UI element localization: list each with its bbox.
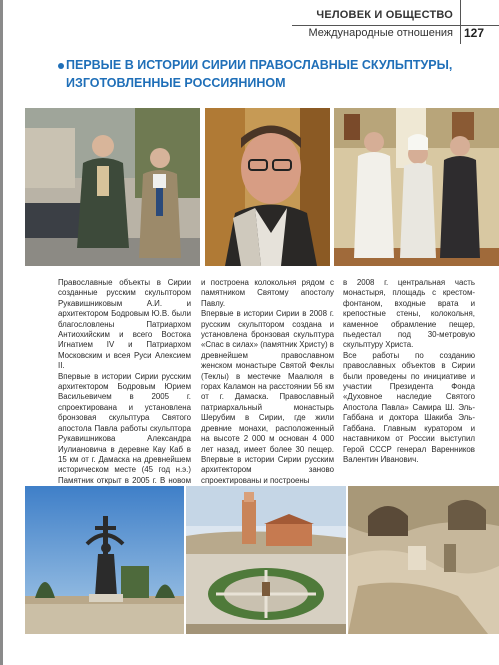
- monastery-plaza-icon: [186, 486, 346, 634]
- section-title: ЧЕЛОВЕК И ОБЩЕСТВО: [316, 9, 453, 21]
- article-column-2: [201, 278, 334, 486]
- photo-clergy: [334, 108, 499, 266]
- paragraph: Православные объекты в Сирии созданные русским скульптором Рукавишниковым А.И. и архитектором Бодровым Ю.В. были благословлены Патриархом Антиохийским и всего Востока Игнатием IV и Патриархом Московским и всея Руси Алексием II.: [58, 278, 191, 371]
- page-number: 127: [464, 26, 485, 40]
- article-title: ПЕРВЫЕ В ИСТОРИИ СИРИИ ПРАВОСЛАВНЫЕ СКУЛЬПТУРЫ, ИЗГОТОВЛЕННЫЕ РОССИЯНИНОМ: [66, 58, 453, 90]
- paragraph: и построена колокольня рядом с памятником Святому апостолу Павлу.: [201, 278, 334, 308]
- statue-monument-icon: [25, 486, 184, 634]
- photo-two-men: [25, 108, 200, 266]
- article-column-1: [58, 278, 191, 497]
- photo-caves: [348, 486, 499, 634]
- two-men-street-icon: [25, 108, 200, 266]
- cave-excavation-icon: [348, 486, 499, 634]
- paragraph: Впервые в истории Сирии в 2008 г. русским скульптором создана и установлена бронзовая скульптура «Спас в силах» (памятник Христу) в древнейшем православном женском монастыре Святой Феклы (Теклы) в местечке Маалюля в горах Каламон на расстоянии 56 км от г. Дамаска. Православный патриархальный монастырь Шерубим в Сирии, где жили древние монахи, расположенный на высоте 2 000 м основан 4 000 лет назад, имеет более 30 пещер. Впервые в истории Сирии русским архитектором заново спроектированы и построены: [201, 309, 334, 485]
- header-divider: [460, 0, 461, 44]
- paragraph: Впервые в истории Сирии русским архитектором Бодровым Юрием Васильевичем в 2005 г. спроектирована и установлена бронзовая скульптура Святого апостола Павла работы скульптора Рукавишникова Александра Иулиановича в деревне Кау Каб в 15 км от г. Дамаска на древнейшем историческом месте (45 год н.э.) Памятник открыт в 2005 г. В новом: [58, 371, 191, 485]
- photo-statue: [25, 486, 184, 634]
- photo-monastery: [186, 486, 346, 634]
- paragraph: в 2008 г. центральная часть монастыря, площадь с крестом-фонтаном, входные врата и крепостные стены, колокольня, каменное обрамление пещер, пьедестал под 30-метровую скульптуру Христа.: [343, 278, 475, 350]
- section-header: [301, 0, 461, 24]
- photo-portrait: [205, 108, 330, 266]
- portrait-man-glasses-icon: [205, 108, 330, 266]
- subsection-title: Международные отношения: [308, 27, 453, 39]
- title-bullet-icon: [58, 63, 64, 69]
- clergy-group-icon: [334, 108, 499, 266]
- page-edge: [0, 0, 3, 665]
- article-column-3: [343, 278, 475, 465]
- paragraph: Все работы по созданию православных объектов в Сирии были проведены по инициативе и участии Президента Фонда «Духовное наследие Святого Апостола Павла» Самира Ш. Эль-Габбана и доктора Шакиба Эль-Габбана. Главным куратором и наставником от России выступил Герой СССР генерал Варенников Валентин Иванович.: [343, 350, 475, 464]
